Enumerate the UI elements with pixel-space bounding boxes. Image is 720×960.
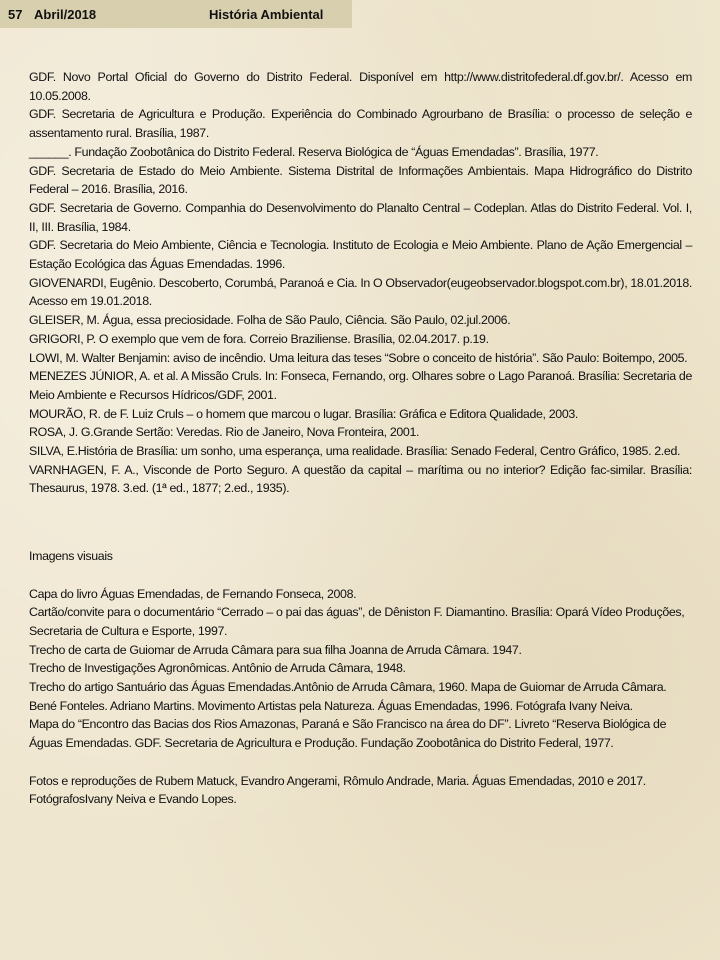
photo-credits: Fotos e reproduções de Rubem Matuck, Evandro Angerami, Rômulo Andrade, Maria. Águas Emendadas, 2010 e 2017. FotógrafosIvany Neiva e Evando Lopes. [29, 773, 646, 807]
reference-entry: GIOVENARDI, Eugênio. Descoberto, Corumbá, Paranoá e Cia. In O Observador(eugeobservador.blogspot.com.br), 18.01.2018. Acesso em 19.01.2018. [29, 275, 692, 309]
document-body [29, 68, 692, 809]
reference-entry: SILVA, E.História de Brasília: um sonho, uma esperança, uma realidade. Brasília: Senado Federal, Centro Gráfico, 1985. 2.ed. [29, 444, 681, 459]
reference-entry: GDF. Secretaria do Meio Ambiente, Ciência e Tecnologia. Instituto de Ecologia e Meio Ambiente. Plano de Ação Emergencial – Estação Ecológica das Águas Emendadas. 1996. [29, 238, 692, 272]
images-section-title: Imagens visuais [29, 549, 113, 564]
image-credit-entry: Cartão/convite para o documentário “Cerrado – o pai das águas”, de Dêniston F. Diamantino. Brasília: Opará Vídeo Produções, Secretaria de Cultura e Esporte, 1997. [29, 605, 685, 638]
header-title: História Ambiental [209, 7, 324, 22]
reference-entry: GRIGORI, P. O exemplo que vem de fora. Correio Braziliense. Brasília, 02.04.2017. p.19. [29, 331, 489, 346]
reference-entry: MENEZES JÚNIOR, A. et al. A Missão Cruls. In: Fonseca, Fernando, org. Olhares sobre o Lago Paranoá. Brasília: Secretaria de Meio Ambiente e Recursos Hídricos/GDF, 2001. [29, 369, 692, 402]
reference-entry: GDF. Secretaria de Governo. Companhia do Desenvolvimento do Planalto Central – Codeplan. Atlas do Distrito Federal. Vol. I, II, III. Brasília, 1984. [29, 200, 692, 234]
reference-entry: ______. Fundação Zoobotânica do Distrito Federal. Reserva Biológica de “Águas Emendadas”. Brasília, 1977. [29, 144, 599, 159]
page-header [0, 0, 352, 28]
references-list [29, 68, 692, 498]
image-credit-entry: Capa do livro Águas Emendadas, de Fernando Fonseca, 2008. [29, 586, 357, 601]
reference-entry: MOURÃO, R. de F. Luiz Cruls – o homem que marcou o lugar. Brasília: Gráfica e Editora Qualidade, 2003. [29, 406, 578, 421]
reference-entry: GDF. Secretaria de Estado do Meio Ambiente. Sistema Distrital de Informações Ambientais. Mapa Hidrográfico do Distrito Federal – 2016. Brasília, 2016. [29, 163, 692, 197]
image-credit-entry: Trecho de Investigações Agronômicas. Antônio de Arruda Câmara, 1948. [29, 661, 406, 676]
image-credit-entry: Bené Fonteles. Adriano Martins. Movimento Artistas pela Natureza. Águas Emendadas, 1996. Fotógrafa Ivany Neiva. [29, 698, 633, 713]
reference-entry: ROSA, J. G.Grande Sertão: Veredas. Rio de Janeiro, Nova Fronteira, 2001. [29, 425, 420, 440]
image-credit-entry: Trecho do artigo Santuário das Águas Emendadas.Antônio de Arruda Câmara, 1960. Mapa de Guiomar de Arruda Câmara. [29, 680, 667, 695]
header-date: Abril/2018 [34, 7, 97, 22]
reference-entry: GLEISER, M. Água, essa preciosidade. Folha de São Paulo, Ciência. São Paulo, 02.jul.2006. [29, 313, 511, 328]
page-number: 57 [8, 7, 23, 22]
image-credit-entry: Mapa do “Encontro das Bacias dos Rios Amazonas, Paraná e São Francisco na área do DF”. Livreto “Reserva Biológica de Águas Emendadas. GDF. Secretaria de Agricultura e Produção. Fundação Zoobotânica do Distrito Federal, 1977. [29, 717, 667, 751]
reference-entry: GDF. Novo Portal Oficial do Governo do Distrito Federal. Disponível em http://www.distritofederal.df.gov.br/. Acesso em 10.05.2008. [29, 70, 692, 103]
reference-entry: LOWI, M. Walter Benjamin: aviso de incêndio. Uma leitura das teses “Sobre o conceito de história”. São Paulo: Boitempo, 2005. [29, 350, 688, 365]
images-list [29, 585, 692, 753]
image-credit-entry: Trecho de carta de Guiomar de Arruda Câmara para sua filha Joanna de Arruda Câmara. 1947. [29, 642, 522, 657]
reference-entry: GDF. Secretaria de Agricultura e Produção. Experiência do Combinado Agrourbano de Brasília: o processo de seleção e assentamento rural. Brasília, 1987. [29, 107, 692, 141]
reference-entry: VARNHAGEN, F. A., Visconde de Porto Seguro. A questão da capital – marítima ou no interior? Edição fac-similar. Brasília: Thesaurus, 1978. 3.ed. (1ª ed., 1877; 2.ed., 1935). [29, 462, 692, 496]
